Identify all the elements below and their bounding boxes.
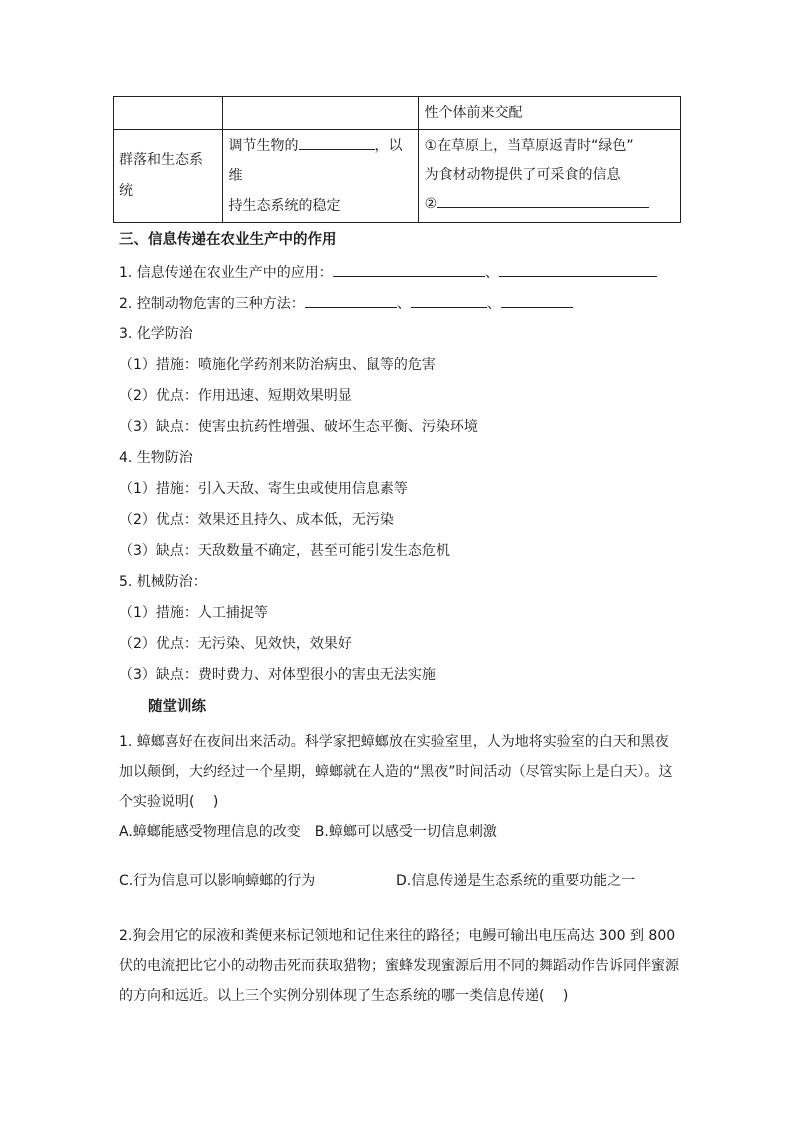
- list-item: 3. 化学防治: [119, 326, 193, 342]
- role-text-prefix: 调节生物的: [228, 138, 299, 154]
- list-item: （3）缺点：使害虫抗药性增强、破坏生态平衡、污染环境: [119, 419, 478, 435]
- option-row: [119, 822, 497, 842]
- list-item: （3）缺点：费时费力、对体型很小的害虫无法实施: [119, 667, 436, 683]
- list-item: （1）措施：人工捕捉等: [119, 605, 268, 621]
- item-label: 2. 控制动物危害的三种方法：: [119, 296, 305, 312]
- option-b[interactable]: B.蟑螂可以感受一切信息刺激: [314, 824, 497, 840]
- list-item: （1）措施：引入天敌、寄生虫或使用信息素等: [119, 481, 408, 497]
- fill-blank[interactable]: [299, 135, 375, 150]
- table-row: [114, 130, 681, 223]
- option-d[interactable]: D.信息传递是生态系统的重要功能之一: [396, 873, 636, 889]
- example-line-2: 为食材动物提供了可采食的信息: [424, 167, 621, 183]
- table-cell-level: [114, 130, 223, 223]
- fill-blank[interactable]: [305, 293, 397, 308]
- list-item: [119, 262, 657, 283]
- role-text-line2: 持生态系统的稳定: [228, 198, 341, 214]
- separator: 、: [484, 265, 499, 281]
- list-item: （2）优点：效果还且持久、成本低，无污染: [119, 512, 394, 528]
- table-cell-role: [222, 130, 418, 223]
- example-line-3: ②: [424, 196, 438, 212]
- practice-heading: 随堂训练: [148, 699, 206, 715]
- option-row: [119, 871, 635, 891]
- list-item: 4. 生物防治: [119, 450, 193, 466]
- option-a[interactable]: A.蟑螂能感受物理信息的改变: [119, 824, 301, 840]
- separator: 、: [396, 296, 411, 312]
- example-line-1: ①在草原上，当草原返青时“绿色”: [424, 138, 634, 154]
- list-item: [119, 293, 573, 314]
- table-cell-level: [114, 97, 223, 130]
- option-c[interactable]: C.行为信息可以影响蟑螂的行为: [119, 873, 316, 889]
- list-item: （2）优点：作用迅速、短期效果明显: [119, 388, 352, 404]
- list-item: （1）措施：喷施化学药剂来防治病虫、鼠等的危害: [119, 357, 436, 373]
- table-cell-example: [418, 130, 680, 223]
- list-item: （2）优点：无污染、见效快，效果好: [119, 636, 352, 652]
- section-heading: 三、信息传递在农业生产中的作用: [119, 232, 337, 248]
- fill-blank[interactable]: [333, 262, 485, 277]
- level-label: 群落和生态系统: [119, 152, 203, 199]
- fill-blank[interactable]: [411, 293, 487, 308]
- table-cell-example: 性个体前来交配: [418, 97, 680, 130]
- info-transfer-table: [113, 96, 681, 223]
- table-row: [114, 97, 681, 130]
- list-item: （3）缺点：天敌数量不确定，甚至可能引发生态危机: [119, 543, 450, 559]
- table-cell-role: [222, 97, 418, 130]
- list-item: 5. 机械防治：: [119, 574, 207, 590]
- fill-blank[interactable]: [437, 193, 649, 208]
- question-1: 1. 蟑螂喜好在夜间出来活动。科学家把蟑螂放在实验室里，人为地将实验室的白天和黑夜加以颠倒，大约经过一个星期，蟑螂就在人造的“黑夜”时间活动（尽管实际上是白天）。这个实验说明( ): [119, 734, 673, 810]
- fill-blank[interactable]: [499, 262, 657, 277]
- separator: 、: [486, 296, 501, 312]
- item-label: 1. 信息传递在农业生产中的应用：: [119, 265, 333, 281]
- question-2: 2.狗会用它的尿液和粪便来标记领地和记住来往的路径；电鳗可输出电压高达 300 到 800 伏的电流把比它小的动物击死而获取猎物；蜜蜂发现蜜源后用不同的舞蹈动作告诉同伴蜜源的方向和远近。以上三个实例分别体现了生态系统的哪一类信息传递( ): [119, 928, 679, 1004]
- role-text-suffix: ，以维: [228, 138, 403, 184]
- fill-blank[interactable]: [501, 293, 573, 308]
